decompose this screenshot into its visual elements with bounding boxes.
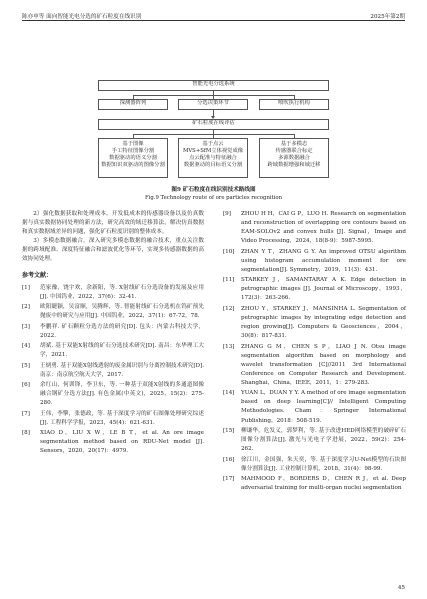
method-item: 数据知识双驱动的图像分割 — [101, 162, 165, 169]
reference-item — [223, 210, 406, 246]
pointcloud-method-box — [178, 138, 248, 178]
ref-number: [10] — [223, 248, 235, 255]
multimodal-method-box — [259, 138, 329, 178]
figure-caption-cn: 图9 矿石粒度在线识别技术路线图 — [171, 187, 256, 193]
method-heading: 基于多模态 — [280, 141, 308, 147]
method-heading: 基于图像 — [122, 141, 144, 147]
ref-text: ZHOU H H，CAI G P，LUO H. Research on segmentation and reconstruction of overlapping ore contours based on EAM-SOLOv2 and convex hulls [J]. Signal，Image and Video Processing，2024，18(8-9)：5987-5995. — [241, 211, 406, 245]
ref-text: STARKEY J，SAMANTARAY A K. Edge detection in petrographic images [J]. Journal of Microscopy，1993，172(3)：263-266. — [241, 277, 406, 302]
ref-text: 余红山，何训锋，李卫东，等. 一种基于双能X射线的多通道图像融合钢矿分选方法[J]. 有色金属(中英文)，2025，15(2)：275-280. — [40, 382, 204, 407]
system-box — [98, 80, 329, 91]
ref-text: ZHOU Y，STARKEY J，MANSINHA L. Segmentation of petrographic images by integrating edge detection and region growing[J]. Computers & Geosciences，2004，30(8)：817-831. — [241, 305, 406, 340]
ref-text: 范家豫，饶宇欢，余新阳，等. X射线矿石分选设备的发展及应用[J]. 中国钨业，2022，37(6)：32-41. — [40, 284, 204, 300]
ref-number: [15] — [223, 427, 235, 434]
ref-number: [12] — [223, 305, 235, 312]
ref-text: YUAN L，DUAN Y Y. A method of ore image segmentation based on deep learning[C]// Intelligent Computing Methodologies. Cham：Springer International Publishing，2018：508-519. — [241, 390, 407, 424]
reference-item — [223, 248, 406, 275]
method-item: 数据驱动的语义分割 — [109, 155, 157, 162]
detector-box — [98, 99, 168, 110]
ref-text: MAHMOOD F，BORDERS D，CHEN R J，et al. Deep adversarial training for multi-organ nuclei segmentation — [241, 476, 406, 492]
method-item: 传感器联合标定 — [275, 148, 313, 155]
reference-item — [223, 389, 406, 425]
ref-text: 徐江川，金国强，朱天奕，等. 基于深度学习U-Net模型的石块图像分割算法[J]. 工业控制计算机，2018，31(4)：98-99. — [241, 456, 406, 472]
method-item: 手工特征图像分割 — [111, 148, 155, 155]
ejector-box — [259, 99, 329, 110]
body-paragraph: 3）多模态数据融合。深入研究多模态数据的融合技术，重点关注数据的跨域配准、深度特征融合和滤波优化等环节，实现多传感器数据的高效协同处理。 — [22, 238, 204, 263]
reference-item — [223, 427, 406, 454]
method-item: 跨域数据增强和域迁移 — [267, 162, 321, 169]
header-authors-title: 陈亦申等 面向智能光电分选的矿石粒度在线识别 — [22, 14, 142, 20]
references-heading: 参考文献： — [22, 271, 53, 279]
ejector-label: 喷吹执行机构 — [278, 100, 310, 106]
ref-number: [1] — [22, 284, 30, 291]
reference-item — [223, 343, 406, 388]
ref-number: [3] — [22, 323, 30, 330]
right-column — [223, 210, 406, 494]
reference-item — [223, 456, 406, 474]
ref-number: [7] — [22, 410, 30, 417]
body-paragraph: 2）强化数据获取和处理成本。开发低成本的传感器设备以及仿真数据与真实数据协同处理的新方法，研究高效的域迁移算法，解决仿真数据和真实数据域差异的问题，强化矿石粒度识别的整体成本。 — [22, 211, 204, 236]
evaluation-label: 矿石粒度在线评估 — [192, 120, 235, 126]
ref-text: 王炳勇. 基于双能X射线透射的废金属识别与分离控制技术研究[D]. 南京：南京航空航天大学，2017. — [40, 362, 204, 378]
system-label: 智能光电分选系统 — [192, 81, 235, 87]
ref-number: [8] — [22, 430, 30, 437]
ref-number: [6] — [22, 382, 30, 389]
ref-number: [9] — [223, 211, 231, 217]
ref-number: [4] — [22, 343, 30, 350]
ref-text: 王伟，李擎，张德政，等. 基于深度学习的矿石图像处理研究综述[J]. 工程科学学报，2023，45(4)：621-631. — [40, 410, 204, 426]
evaluation-box — [98, 119, 329, 130]
ref-number: [5] — [22, 362, 30, 369]
reference-item — [22, 362, 204, 380]
reference-item — [22, 323, 204, 341]
ref-text: XIAO D，LIU X W，LE B T，et al. An ore image segmentation method based on RDU-Net model [J]. Sensors，2020，20(17)：4979. — [40, 430, 204, 455]
ref-number: [2] — [22, 304, 30, 311]
method-heading: 基于点云 — [202, 141, 224, 147]
decision-label: 分选决策环节 — [197, 100, 229, 106]
ref-number: [17] — [223, 476, 235, 482]
method-item: 点云配准与特征融合 — [189, 155, 237, 162]
method-item: 多源数据融合 — [278, 155, 310, 162]
ref-text: 胡斌. 基于双能X射线的矿石分选技术研究[D]. 南昌：东华理工大学，2021. — [40, 343, 204, 359]
ref-text: 李鹏祥. 矿石颗粒分选方法的研究[D]. 包头：内蒙古科技大学，2022. — [40, 323, 204, 339]
ref-text: ZHAN Y T，ZHANG G Y. An improved OTSU algorithm using histogram accumulation moment for ore segmentation[J]. Symmetry，2019，11(3)：431. — [241, 248, 406, 273]
reference-item — [223, 475, 406, 493]
header-issue: 2025年第2期 — [370, 14, 405, 20]
ref-number: [11] — [223, 277, 235, 284]
reference-item — [22, 284, 204, 302]
figure-caption-en: Fig.9 Technology route of ore particles recognition — [145, 195, 282, 201]
reference-item — [22, 381, 204, 408]
detector-label: 探测器阵列 — [119, 100, 147, 106]
method-item: 数据驱动的目标语义分割 — [183, 162, 243, 169]
ref-text: 柳谦华，危发义，郭梦利，等. 基于改进HED网络模型的破碎矿石图像分割算法[J]. 激光与光电子学进展，2022，59(2)：254-262. — [241, 427, 406, 453]
reference-item — [22, 342, 204, 360]
header-rule — [22, 20, 405, 21]
reference-item — [22, 429, 204, 456]
reference-item — [223, 276, 406, 303]
reference-item — [22, 410, 204, 428]
ref-number: [16] — [223, 456, 235, 463]
page-number: 45 — [397, 585, 405, 591]
reference-item — [22, 303, 204, 321]
image-method-box — [98, 138, 168, 178]
method-item: MVS+SfM立体视觉成像 — [182, 148, 244, 155]
ref-number: [13] — [223, 343, 235, 350]
ref-text: ZHANG G M，CHEN S P，LIAO J N. Otsu image segmentation algorithm based on morphology and wavelet transformation [C]//2011 3rd International Conference on Computer Research and Development. Shanghai，China，IEEE，2011，1：279-283. — [241, 343, 406, 386]
decision-box — [178, 99, 248, 110]
ref-number: [14] — [223, 390, 235, 397]
ref-text: 欧阳睫颖，吴富顺，吴腾辉，等. 智能射线矿石分选机在钨矿预先抛废中的研究与应用[J]. 中国钨业，2022，37(1)：67-72，78. — [40, 304, 204, 320]
reference-item — [223, 305, 406, 341]
left-column — [22, 210, 204, 458]
